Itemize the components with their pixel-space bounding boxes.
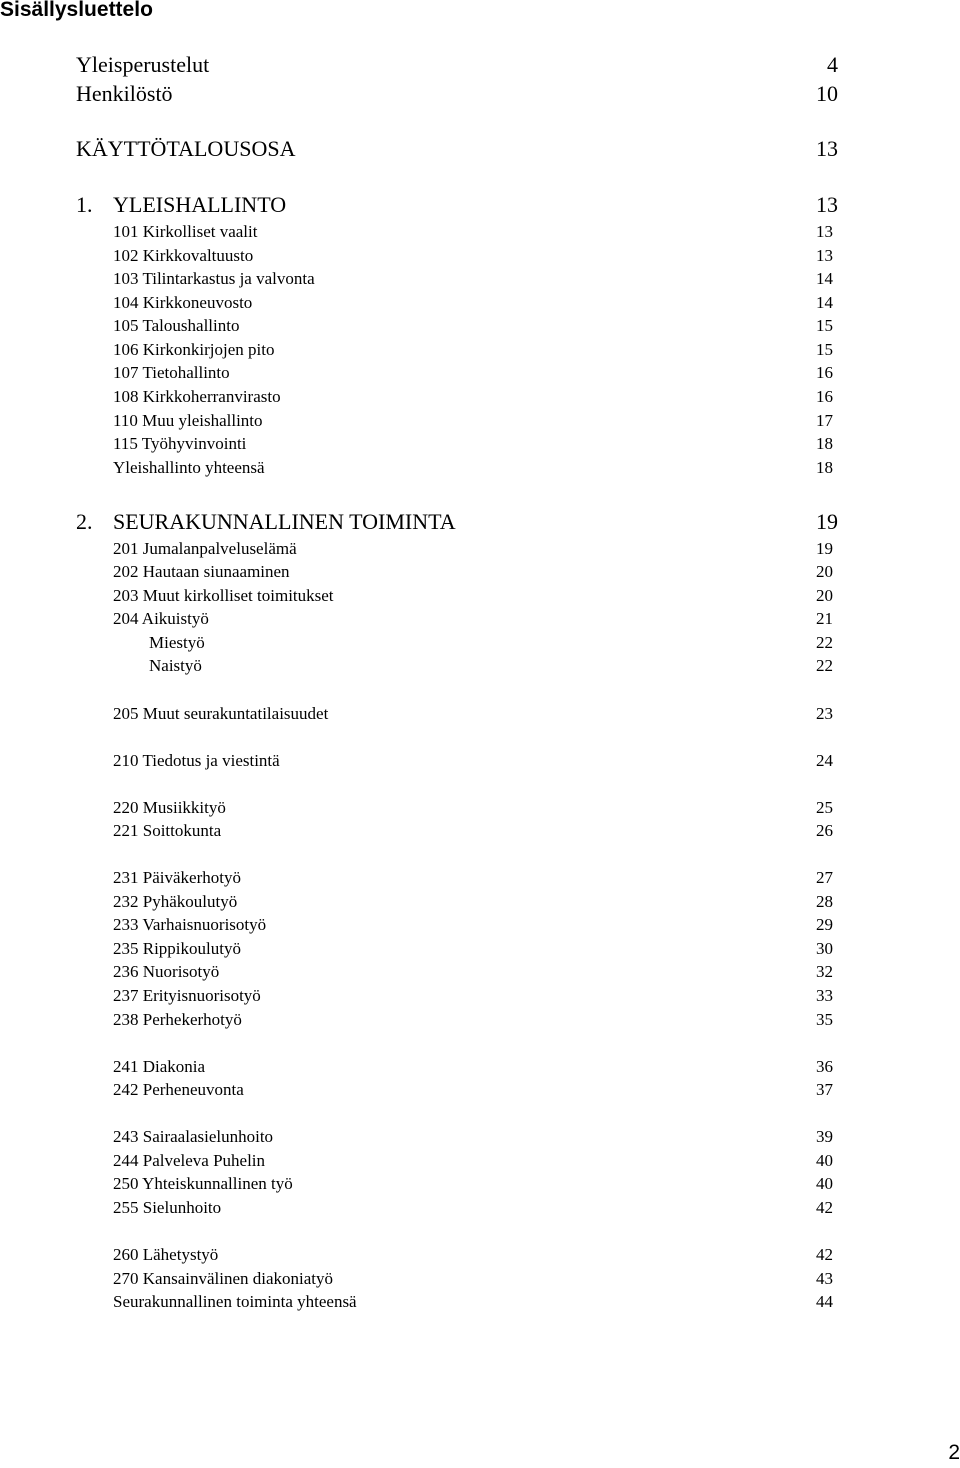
toc-item-label: Yleishallinto yhteensä bbox=[113, 458, 265, 477]
toc-entry-page: 4 bbox=[827, 52, 838, 77]
toc-item-page: 25 bbox=[816, 798, 833, 817]
toc-item-page: 27 bbox=[816, 868, 833, 887]
toc-item bbox=[0, 913, 960, 937]
toc-item bbox=[0, 1172, 960, 1196]
toc-item-label: 115 Työhyvinvointi bbox=[113, 434, 247, 453]
toc-item bbox=[0, 1149, 960, 1173]
toc-item-page: 18 bbox=[816, 458, 833, 477]
toc-item-label: 237 Erityisnuorisotyö bbox=[113, 986, 261, 1005]
toc-item-page: 22 bbox=[816, 633, 833, 652]
toc-item-page: 23 bbox=[816, 704, 833, 723]
toc-item-label: 108 Kirkkoherranvirasto bbox=[113, 387, 281, 406]
toc-entry bbox=[0, 51, 960, 79]
toc-item bbox=[0, 866, 960, 890]
toc-item-label: 101 Kirkolliset vaalit bbox=[113, 222, 258, 241]
toc-item-label: 104 Kirkkoneuvosto bbox=[113, 293, 253, 312]
toc-item bbox=[0, 1078, 960, 1102]
toc-item-label: 235 Rippikoulutyö bbox=[113, 939, 241, 958]
toc-item-page: 33 bbox=[816, 986, 833, 1005]
toc-item-label: 242 Perheneuvonta bbox=[113, 1080, 244, 1099]
toc-item bbox=[0, 537, 960, 561]
toc-item-page: 28 bbox=[816, 892, 833, 911]
toc-item bbox=[0, 1008, 960, 1032]
toc-entry-label: KÄYTTÖTALOUSOSA bbox=[76, 136, 296, 161]
toc-item bbox=[0, 291, 960, 315]
toc-item bbox=[0, 749, 960, 773]
toc-item bbox=[0, 1125, 960, 1149]
toc-item-label: 202 Hautaan siunaaminen bbox=[113, 562, 290, 581]
toc-item-label: 210 Tiedotus ja viestintä bbox=[113, 751, 280, 770]
toc-item-label: 236 Nuorisotyö bbox=[113, 962, 220, 981]
toc-item-page: 18 bbox=[816, 434, 833, 453]
toc-item-label: 201 Jumalanpalveluselämä bbox=[113, 539, 297, 558]
toc-item-label: Naistyö bbox=[149, 656, 202, 675]
toc-item-page: 43 bbox=[816, 1269, 833, 1288]
toc-item-page: 16 bbox=[816, 363, 833, 382]
toc-item-page: 22 bbox=[816, 656, 833, 675]
toc-item bbox=[0, 796, 960, 820]
toc-entry-label: Henkilöstö bbox=[76, 81, 173, 106]
toc-item bbox=[0, 702, 960, 726]
toc-item-label: 241 Diakonia bbox=[113, 1057, 206, 1076]
toc-item-label: 205 Muut seurakuntatilaisuudet bbox=[113, 704, 329, 723]
toc-item-page: 40 bbox=[816, 1174, 833, 1193]
toc-item-label: 250 Yhteiskunnallinen työ bbox=[113, 1174, 293, 1193]
toc-item bbox=[0, 432, 960, 456]
toc-item-label: 102 Kirkkovaltuusto bbox=[113, 246, 254, 265]
toc-item-page: 14 bbox=[816, 293, 833, 312]
toc-item bbox=[0, 607, 960, 631]
toc-item-label: 232 Pyhäkoulutyö bbox=[113, 892, 238, 911]
toc-item bbox=[0, 960, 960, 984]
toc-entry-label: Yleisperustelut bbox=[76, 52, 210, 77]
toc-entry bbox=[0, 80, 960, 108]
toc-item-label: 231 Päiväkerhotyö bbox=[113, 868, 241, 887]
page-number: 2 bbox=[948, 1441, 960, 1464]
toc-item-label: 255 Sielunhoito bbox=[113, 1198, 222, 1217]
toc-item-label: 105 Taloushallinto bbox=[113, 316, 240, 335]
toc-item bbox=[0, 244, 960, 268]
toc-item bbox=[0, 220, 960, 244]
toc-item-page: 32 bbox=[816, 962, 833, 981]
toc-item-page: 17 bbox=[816, 411, 833, 430]
toc-item bbox=[0, 314, 960, 338]
section-number: 2. bbox=[76, 509, 93, 534]
toc-item bbox=[0, 456, 960, 480]
toc-section-heading bbox=[0, 191, 960, 219]
toc-item bbox=[0, 1290, 960, 1314]
toc-item-page: 20 bbox=[816, 562, 833, 581]
section-page: 13 bbox=[816, 192, 838, 217]
toc-item-page: 42 bbox=[816, 1245, 833, 1264]
toc-item-page: 29 bbox=[816, 915, 833, 934]
page-title: Sisällysluettelo bbox=[0, 0, 153, 21]
toc-item-label: 260 Lähetystyö bbox=[113, 1245, 219, 1264]
toc-item bbox=[0, 584, 960, 608]
toc-item-label: 221 Soittokunta bbox=[113, 821, 222, 840]
toc-item bbox=[0, 654, 960, 678]
toc-item bbox=[0, 267, 960, 291]
toc-item-label: 107 Tietohallinto bbox=[113, 363, 230, 382]
toc-item-label: 233 Varhaisnuorisotyö bbox=[113, 915, 267, 934]
toc-item-page: 40 bbox=[816, 1151, 833, 1170]
toc-item-label: Miestyö bbox=[149, 633, 205, 652]
toc-item-label: 110 Muu yleishallinto bbox=[113, 411, 263, 430]
toc-item bbox=[0, 890, 960, 914]
toc-entry bbox=[0, 135, 960, 163]
toc-item-label: 238 Perhekerhotyö bbox=[113, 1010, 242, 1029]
toc-item-page: 30 bbox=[816, 939, 833, 958]
toc-item-page: 15 bbox=[816, 316, 833, 335]
toc-item bbox=[0, 409, 960, 433]
toc-item-label: 220 Musiikkityö bbox=[113, 798, 226, 817]
toc-item-label: 243 Sairaalasielunhoito bbox=[113, 1127, 274, 1146]
section-page: 19 bbox=[816, 509, 838, 534]
toc-item bbox=[0, 1243, 960, 1267]
toc-item-page: 13 bbox=[816, 246, 833, 265]
toc-item-page: 37 bbox=[816, 1080, 833, 1099]
toc-item bbox=[0, 819, 960, 843]
toc-item-label: 106 Kirkonkirjojen pito bbox=[113, 340, 275, 359]
toc-item bbox=[0, 937, 960, 961]
toc-item bbox=[0, 984, 960, 1008]
toc-item-page: 44 bbox=[816, 1292, 833, 1311]
toc-item-label: 270 Kansainvälinen diakoniatyö bbox=[113, 1269, 334, 1288]
toc-item-page: 42 bbox=[816, 1198, 833, 1217]
section-number: 1. bbox=[76, 192, 93, 217]
toc-item bbox=[0, 560, 960, 584]
toc-item-label: 203 Muut kirkolliset toimitukset bbox=[113, 586, 334, 605]
toc-item bbox=[0, 385, 960, 409]
toc-item bbox=[0, 338, 960, 362]
toc-section-heading bbox=[0, 508, 960, 536]
toc-item-page: 13 bbox=[816, 222, 833, 241]
toc-item-label: Seurakunnallinen toiminta yhteensä bbox=[113, 1292, 357, 1311]
toc-item-page: 15 bbox=[816, 340, 833, 359]
toc-item-page: 36 bbox=[816, 1057, 833, 1076]
toc-item-page: 21 bbox=[816, 609, 833, 628]
toc-item bbox=[0, 1055, 960, 1079]
toc-item-page: 14 bbox=[816, 269, 833, 288]
toc-item bbox=[0, 1196, 960, 1220]
toc-item-page: 39 bbox=[816, 1127, 833, 1146]
toc-item-label: 244 Palveleva Puhelin bbox=[113, 1151, 266, 1170]
section-title: YLEISHALLINTO bbox=[113, 192, 287, 217]
toc-entry-page: 13 bbox=[816, 136, 838, 161]
toc-item-page: 20 bbox=[816, 586, 833, 605]
section-title: SEURAKUNNALLINEN TOIMINTA bbox=[113, 509, 456, 534]
toc-item-label: 204 Aikuistyö bbox=[113, 609, 209, 628]
toc-item bbox=[0, 1267, 960, 1291]
toc-item bbox=[0, 631, 960, 655]
toc-item-page: 26 bbox=[816, 821, 833, 840]
toc-item-page: 16 bbox=[816, 387, 833, 406]
toc-item-page: 35 bbox=[816, 1010, 833, 1029]
toc-item-label: 103 Tilintarkastus ja valvonta bbox=[113, 269, 315, 288]
toc-item bbox=[0, 361, 960, 385]
toc-entry-page: 10 bbox=[816, 81, 838, 106]
toc-item-page: 24 bbox=[816, 751, 833, 770]
toc-item-page: 19 bbox=[816, 539, 833, 558]
